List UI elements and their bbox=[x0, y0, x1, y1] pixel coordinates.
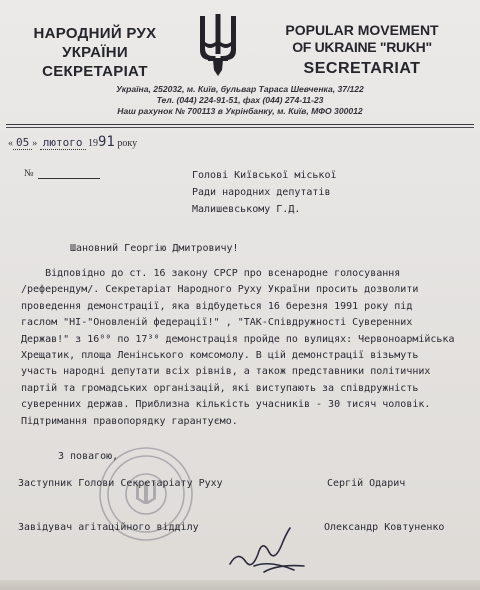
date-quote-open: « bbox=[8, 138, 13, 149]
letterhead-ukrainian bbox=[10, 24, 180, 81]
body-line-7: участь народні депутати всіх рівнів, а також представники політичних bbox=[21, 366, 431, 378]
letterhead-left-line-2: УКРАЇНИ bbox=[62, 44, 128, 61]
letterhead-left-line-1: НАРОДНИЙ РУХ bbox=[33, 25, 157, 42]
signatory-1-title: Заступник Голови Секретаріату Руху bbox=[18, 478, 223, 489]
signatory-2-name: Олександр Ковтуненко bbox=[324, 522, 445, 533]
salutation: Шановний Георгію Дмитровичу! bbox=[70, 243, 239, 254]
signatory-1-name: Сергій Одарич bbox=[327, 478, 406, 489]
addressee-line-2: Ради народних депутатів bbox=[192, 187, 331, 198]
signatory-2-title: Завідувач агітаційного відділу bbox=[18, 522, 199, 533]
body-line-3: проведення демонстрації, яка відбудеться 16 березня 1991 року під bbox=[21, 300, 413, 312]
date-suffix: року bbox=[117, 138, 138, 149]
letter-body bbox=[21, 266, 454, 430]
address-line-3: Наш рахунок № 700113 в Укрінбанку, м. Київ, МФО 300012 bbox=[117, 106, 363, 116]
body-line-4: гаслом "НІ-"Оновленій федерації!" , "ТАК-Співдружності Суверенних bbox=[21, 317, 413, 329]
body-line-9: суверенних держав. Приблизна кількість учасників - 30 тисяч чоловік. bbox=[21, 399, 431, 411]
date-month: лютого bbox=[40, 136, 86, 150]
body-line-6: Хрещатик, площа Ленінського комсомолу. В цій демонстрації візьмуть bbox=[21, 350, 419, 362]
letterhead-english bbox=[252, 22, 472, 82]
letterhead-left-line-3: СЕКРЕТАРІАТ bbox=[42, 63, 148, 80]
body-line-10: Підтримання правопорядку гарантуємо. bbox=[21, 415, 238, 427]
letterhead-right-line-1: POPULAR MOVEMENT bbox=[285, 22, 439, 38]
closing: З повагою, bbox=[58, 451, 119, 462]
body-line-2: /референдум/. Секретаріат Народного Руху України просить дозволити bbox=[21, 284, 419, 296]
address-line-2: Тел. (044) 224-91-51, фах (044) 274-11-23 bbox=[156, 95, 324, 105]
letterhead-rule-top bbox=[6, 124, 474, 125]
letterhead-rule-bottom bbox=[6, 127, 474, 128]
addressee-block bbox=[192, 167, 337, 218]
handwritten-signature-icon bbox=[224, 520, 314, 580]
body-line-5: Держав!" з 16⁰⁰ по 17³⁰ демонстрація пройде по вулицях: Червоноармійська bbox=[21, 333, 455, 345]
address-line-1: Україна, 252032, м. Київ, бульвар Тараса Шевченка, 37/122 bbox=[116, 84, 364, 94]
date-day: 05 bbox=[13, 136, 32, 150]
body-line-8: партій та громадських організацій, які виступають за співдружність bbox=[21, 382, 419, 394]
paper-edge bbox=[0, 580, 480, 590]
trident-emblem-icon bbox=[196, 12, 240, 82]
number-line bbox=[24, 168, 100, 179]
date-year-prefix: 19 bbox=[88, 138, 98, 149]
date-year-suffix: 91 bbox=[98, 134, 115, 150]
number-label: № bbox=[24, 168, 34, 179]
date-quote-close: » bbox=[32, 138, 38, 149]
body-line-1: Відповідно до ст. 16 закону СРСР про всенародне голосування bbox=[21, 268, 401, 279]
addressee-line-1: Голові Київської міської bbox=[192, 170, 337, 181]
date-line bbox=[8, 134, 137, 150]
letterhead-right-line-2: OF UKRAINE "RUKH" bbox=[292, 39, 432, 55]
number-blank bbox=[38, 178, 100, 179]
addressee-line-3: Малишевському Г.Д. bbox=[192, 204, 301, 215]
letterhead-address bbox=[60, 84, 420, 117]
letterhead-right-line-3: SECRETARIAT bbox=[303, 60, 421, 77]
